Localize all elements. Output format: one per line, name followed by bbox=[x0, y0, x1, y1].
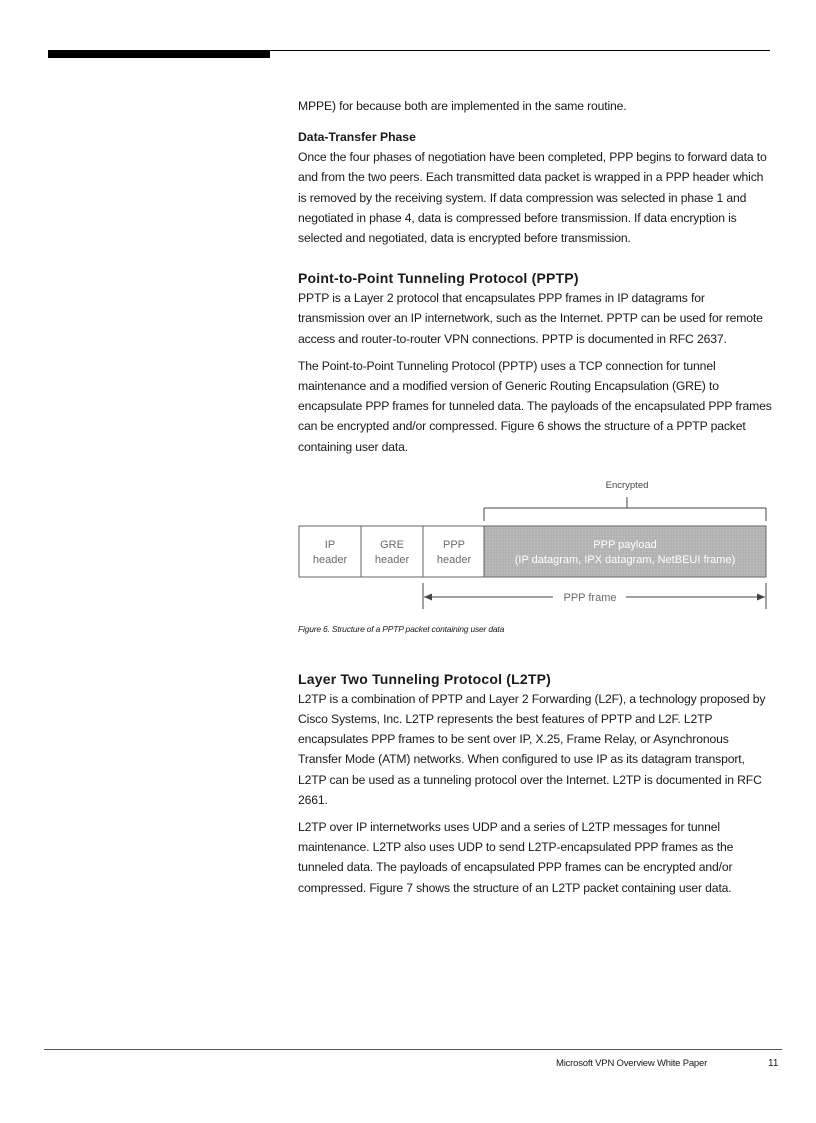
ppp-header-box bbox=[423, 526, 484, 577]
pptp-paragraph-1: PPTP is a Layer 2 protocol that encapsulates PPP frames in IP datagrams for transmission over an IP internetwork, such as the Internet. PPTP can be used for remote access and router-to-router VPN connections. PPTP is documented in RFC 2637. bbox=[298, 291, 763, 346]
ppp-header-line1: PPP bbox=[442, 538, 466, 551]
header-rule-thick bbox=[48, 50, 270, 58]
footer-title: Microsoft VPN Overview White Paper bbox=[556, 1058, 708, 1069]
page-content bbox=[298, 96, 772, 898]
ip-header-line2: header bbox=[312, 553, 348, 566]
gre-header-box bbox=[361, 526, 423, 577]
figure-caption: Figure 6. Structure of a PPTP packet containing user data bbox=[298, 623, 505, 634]
ip-header-line1: IP bbox=[324, 538, 336, 551]
pptp-heading: Point-to-Point Tunneling Protocol (PPTP) bbox=[298, 270, 579, 287]
footer-rule bbox=[44, 1049, 782, 1050]
data-transfer-heading: Data-Transfer Phase bbox=[298, 130, 416, 145]
ppp-payload-box bbox=[484, 526, 766, 577]
gre-header-line1: GRE bbox=[380, 538, 404, 551]
header-rule-thin bbox=[270, 50, 770, 51]
l2tp-paragraph-2: L2TP over IP internetworks uses UDP and a series of L2TP messages for tunnel maintenance. L2TP also uses UDP to send L2TP-encapsulated PPP frames as the tunneled data. The payloads of encapsulated PPP frames can be encrypted and/or compressed. Figure 7 shows the structure of an L2TP packet containing user data. bbox=[298, 820, 734, 895]
l2tp-paragraph-1: L2TP is a combination of PPTP and Layer 2 Forwarding (L2F), a technology proposed by Cisco Systems, Inc. L2TP represents the best features of PPTP and L2F. L2TP encapsulates PPP frames to be sent over IP, X.25, Frame Relay, or Asynchronous Transfer Mode (ATM) networks. When configured to use IP as its datagram transport, L2TP can be used as a tunneling protocol over the Internet. L2TP is documented in RFC 2661. bbox=[298, 691, 766, 807]
data-transfer-body: Once the four phases of negotiation have been completed, PPP begins to forward data to and from the two peers. Each transmitted data packet is wrapped in a PPP header which is removed by the receiving system. If data compression was selected in phase 1 and negotiated in phase 4, data is compressed before transmission. If data encryption is selected and negotiated, data is encrypted before transmission. bbox=[298, 150, 767, 246]
ip-header-box bbox=[299, 526, 361, 577]
pptp-paragraph-2: The Point-to-Point Tunneling Protocol (PPTP) uses a TCP connection for tunnel maintenance and a modified version of Generic Routing Encapsulation (GRE) to encapsulate PPP frames for tunneled data. The payloads of the encapsulated PPP frames can be encrypted and/or compressed. Figure 6 shows the structure of a PPTP packet containing user data. bbox=[298, 358, 772, 454]
ppp-payload-line1: PPP payload bbox=[593, 538, 657, 551]
gre-header-line2: header bbox=[374, 553, 410, 566]
pptp-packet-diagram bbox=[298, 471, 772, 611]
page-number: 11 bbox=[768, 1058, 779, 1069]
ppp-header-line2: header bbox=[436, 553, 472, 566]
l2tp-heading: Layer Two Tunneling Protocol (L2TP) bbox=[298, 670, 552, 687]
frame-arrow-right-head bbox=[757, 593, 765, 600]
pptp-packet-figure bbox=[298, 471, 772, 611]
ppp-frame-label: PPP frame bbox=[563, 591, 617, 604]
frame-arrow-left-head bbox=[424, 593, 432, 600]
encrypted-label: Encrypted bbox=[605, 479, 649, 491]
ppp-payload-line2: (IP datagram, IPX datagram, NetBEUI frame) bbox=[514, 553, 736, 566]
intro-line: MPPE) for because both are implemented in the same routine. bbox=[298, 99, 627, 113]
